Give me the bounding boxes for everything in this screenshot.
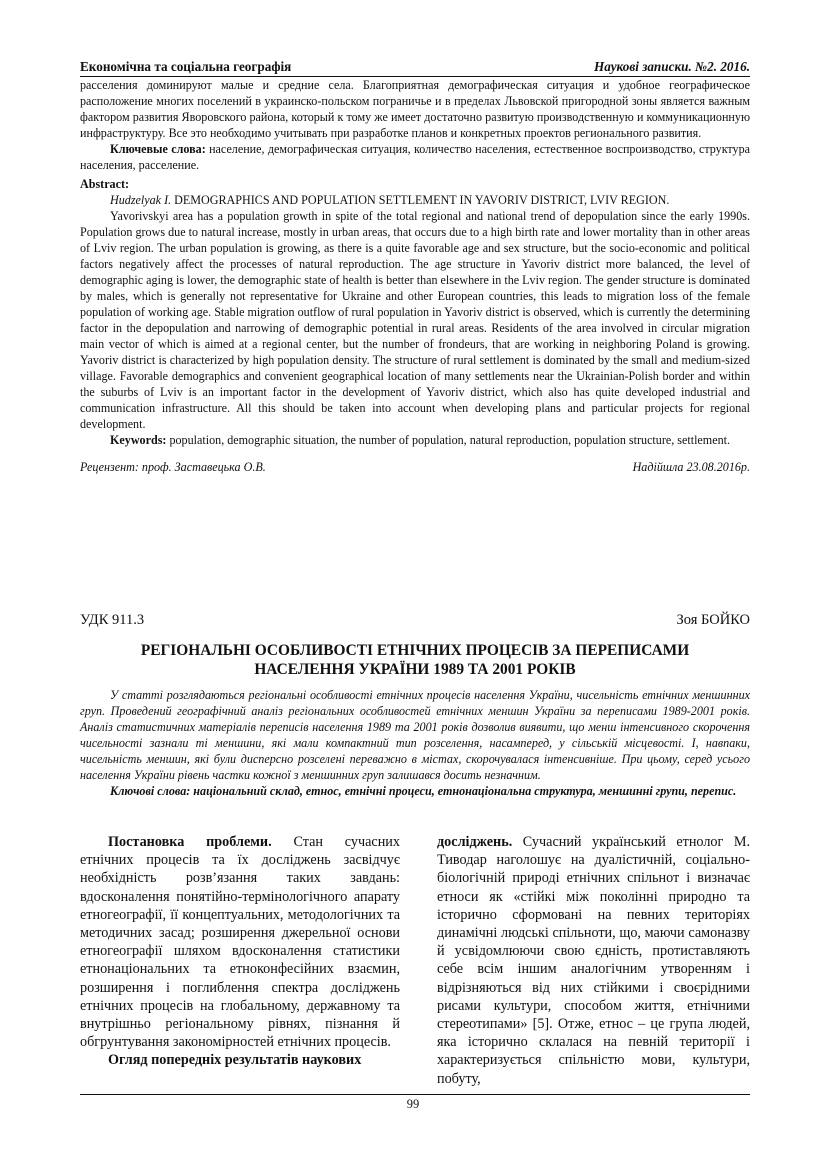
reviewer-line: [80, 460, 750, 475]
abstract-title: [80, 192, 750, 208]
abstract-label: Abstract:: [80, 177, 130, 191]
left-paragraph-1: [80, 833, 400, 1051]
article-author: Зоя БОЙКО: [676, 612, 750, 628]
abstract-keywords-label: Keywords:: [110, 433, 167, 447]
annotation-keywords-text: національний склад, етнос, етнічні процеси, етнонаціональна структура, меншинні групи, перепис.: [190, 784, 737, 798]
udk-row: [80, 612, 750, 629]
left-paragraph-1-text: Стан сучасних етнічних процесів та їх досліджень засвідчує необхідність розв’язання таких завдань: вдосконалення понятійно-термінологічного апарату етногеографії, її концептуальних, методологічних та методичних засад; розширення джерельної основи етногеографії шляхом вдосконалення статистики етнонаціональних та етноконфесійних взаємин, розширення і поглиблення спектра досліджень етнічних процесів на глобальному, державному та внутрішньо регіональному рівнях, пізнання й обгрунтування закономірностей етнічних процесів.: [80, 834, 400, 1051]
abstract-body: Yavorivskyi area has a population growth in spite of the total regional and national trend of depopulation since the early 1990s. Population grows due to natural increase, mostly in urban areas, that occurs due to a high birth rate and lower mortality than in other areas of Lviv region. The urban population is growing, as there is a quite favorable age and sex structure, but the socio-economic and political factors negatively affect the processes of natural reproduction. The age structure in Yavoriv district more balanced, the level of demographic aging is lower, the demographic state of health is better than elsewhere in the Lviv region. The gender structure is dominated by males, which is generally not representative for Ukraine and other European countries, this leads to migration loss of the female population of working age. Stable migration outflow of rural population in Yavoriv district is observed, which is currently the determining factor in the depopulation and narrowing of demographic potential in rural areas. Residents of the area involved in circular migration main vector of which is aimed at a regional center, but the number of frondeurs, that are working in neighboring Poland is growing. Yavoriv district is characterized by high population density. The structure of rural settlement is dominated by the small and medium-sized village. Favorable demographics and convenient geographical location of many settlements near the Ukrainian-Polish border and within the suburbs of Lviv is an important factor in the development of Yavoriv district, which also has quite developed industrial and communication infrastructure. All this should be taken into account when developing plans and particular projects for regional development.: [80, 209, 750, 431]
annotation-keywords-label: Ключові слова:: [110, 784, 191, 798]
received-date: Надійшла 23.08.2016р.: [632, 460, 750, 474]
ru-keywords-label: Ключевые слова:: [110, 142, 206, 156]
journal-section: Економічна та соціальна географія: [80, 59, 292, 74]
ru-summary-tail: расселения доминируют малые и средние села. Благоприятная демографическая ситуация и удобное географическое расположение многих поселений в украинско-польском пограничье и в пределах Львовской пригородной зоны является важным фактором развития Яворовского района, который к тому же имеет достаточно развитую производственную и коммуникационную инфраструктуру. Все это необходимо учитывать при разработке планов и конкретных проектов регионального развития.: [80, 78, 750, 140]
right-paragraph-1-text: Сучасний український етнолог М. Тиводар наголошує на дуалістичній, соціально-біологічній природі етнічних спільнот і визначає етноси як «стійкі між поколінні природно та історично сформовані на певних територіях динамічні людські спільноти, що, маючи самоназву й усвідомлюючи свою єдність, протиставляють себе всім іншим аналогічним утворенням і відрізняються від них стійкими і своєрідними рисами культури, способом життя, етнічними стереотипами» [5]. Отже, етнос – це група людей, яка історично склалася на певній території і характеризується спільністю мови, культури, побуту,: [437, 834, 750, 1087]
udk-code: УДК 911.3: [80, 612, 145, 628]
article-title-line-2: НАСЕЛЕННЯ УКРАЇНИ 1989 ТА 2001 РОКІВ: [254, 661, 576, 678]
journal-issue: Наукові записки. №2. 2016.: [594, 59, 750, 74]
article-annotation: [80, 687, 750, 799]
article-title: [80, 641, 750, 679]
ru-keywords: [80, 141, 750, 173]
abstract-author: Hudzelyak I.: [110, 193, 172, 207]
footer-rule: [80, 1094, 750, 1095]
page-number: 99: [406, 1097, 420, 1111]
abstract-keywords: [80, 432, 750, 448]
abstract-keywords-text: population, demographic situation, the number of population, natural reproduction, population structure, settlement.: [166, 433, 731, 447]
reviewer: Рецензент: проф. Заставецька О.В.: [80, 460, 266, 474]
annotation-text: У статті розглядаються регіональні особливості етнічних процесів населення України, чисельність етнічних меншинних груп. Проведений географічний аналіз регіональних особливостей етнічних меншин України за переписами 1989-2001 років. Аналіз статистичних матеріалів переписів населення 1989 та 2001 років дозволив виявити, що менш інтенсивного скорочення чисельності зазнали ті меншини, які мали компактний тип розселення, насамперед, у сільській місцевості. І, навпаки, чисельність меншин, які були дисперсно розселені переважно в містах, скорочувалася інтенсивніше. При цьому, серед усього населення України рівень частки кожної з меншинних груп залишався досить незначним.: [80, 688, 750, 782]
section-heading-review: Огляд попередніх результатів наукових: [108, 1052, 362, 1069]
article-title-line-1: РЕГІОНАЛЬНІ ОСОБЛИВОСТІ ЕТНІЧНИХ ПРОЦЕСІВ ЗА ПЕРЕПИСАМИ: [140, 642, 690, 659]
column-left: [80, 833, 400, 1070]
annotation-keywords: [80, 783, 750, 799]
abstract-title-text: DEMOGRAPHICS AND POPULATION SETTLEMENT IN YAVORIV DISTRICT, LVIV REGION.: [171, 193, 670, 207]
page-body: [80, 58, 750, 475]
ru-keywords-text: население, демографическая ситуация, количество населения, естественное воспроизводство, структура населения, расселение.: [80, 142, 750, 172]
left-paragraph-2: [80, 1051, 400, 1069]
section-heading-problem: Постановка проблеми.: [108, 834, 272, 850]
right-paragraph-1: [437, 833, 750, 1088]
running-header: [80, 58, 750, 77]
column-right: [437, 833, 750, 1088]
section-heading-review-cont: досліджень.: [437, 834, 513, 850]
